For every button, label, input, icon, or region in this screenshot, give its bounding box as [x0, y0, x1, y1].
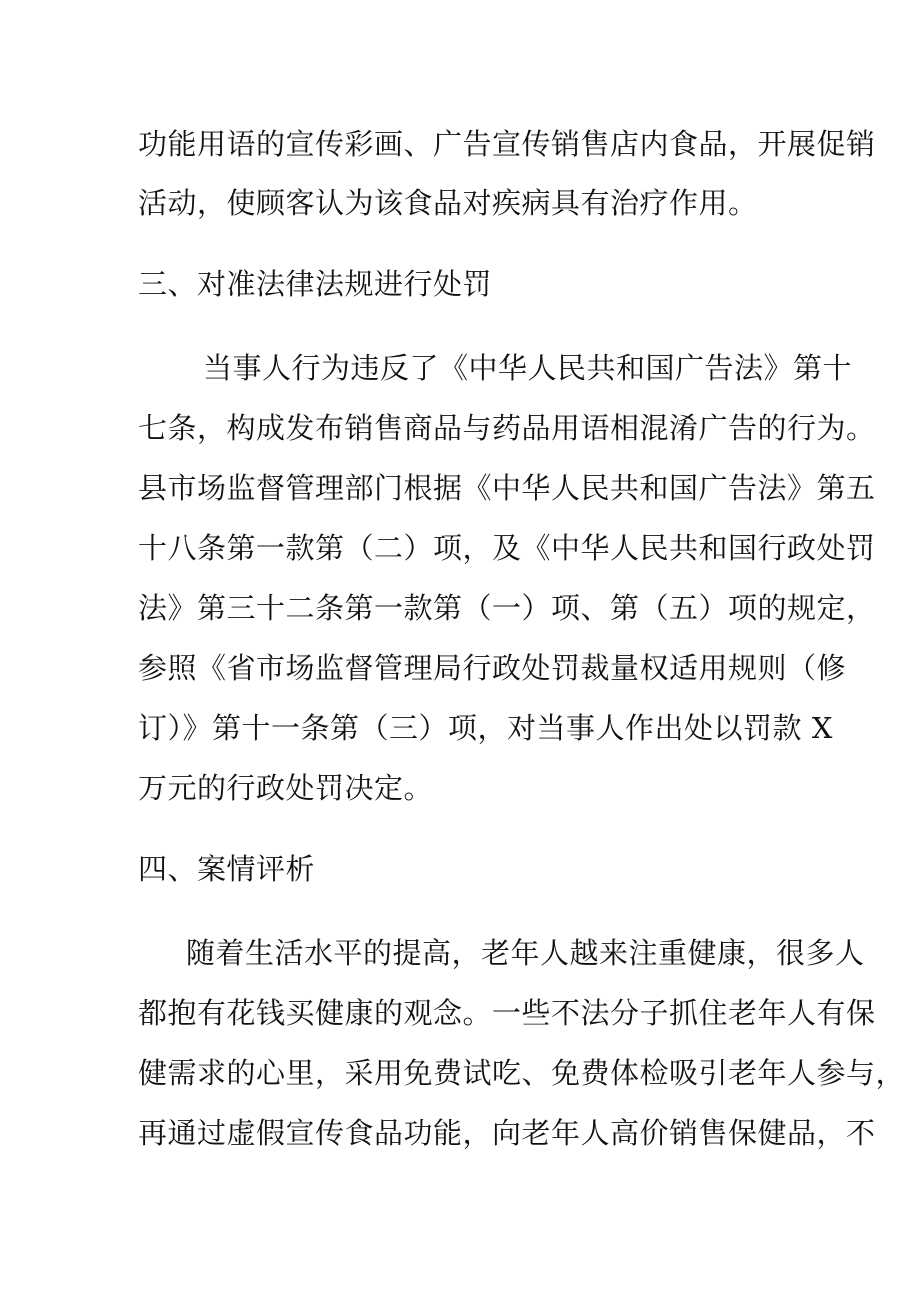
body-text-line: 万元的行政处罚决定。 — [138, 771, 434, 805]
body-text-line: 都抱有花钱买健康的观念。一些不法分子抓住老年人有保 — [138, 996, 876, 1030]
body-text-line: 法》第三十二条第一款第（一）项、第（五）项的规定， — [138, 591, 876, 625]
body-text-line: 订）》第十一条第（三）项，对当事人作出处以罚款 X — [138, 711, 833, 745]
body-text-line: 十八条第一款第（二）项，及《中华人民共和国行政处罚 — [138, 531, 876, 565]
section-heading: 三、对准法律法规进行处罚 — [138, 267, 493, 301]
body-text-line: 随着生活水平的提高，老年人越来注重健康，很多人 — [186, 936, 865, 970]
body-text-line: 再通过虚假宣传食品功能，向老年人高价销售保健品，不 — [138, 1116, 876, 1150]
body-text-line: 县市场监督管理部门根据《中华人民共和国广告法》第五 — [138, 471, 876, 505]
body-text-line: 七条，构成发布销售商品与药品用语相混淆广告的行为。 — [138, 411, 876, 445]
body-text-line: 功能用语的宣传彩画、广告宣传销售店内食品，开展促销 — [138, 127, 876, 161]
body-text-line: 活动，使顾客认为该食品对疾病具有治疗作用。 — [138, 186, 758, 220]
body-text-line: 当事人行为违反了《中华人民共和国广告法》第十 — [203, 351, 853, 385]
section-heading: 四、案情评析 — [138, 852, 316, 886]
body-text-line: 参照《省市场监督管理局行政处罚裁量权适用规则（修 — [138, 651, 847, 685]
body-text-line: 健需求的心里，采用免费试吃、免费体检吸引老年人参与， — [138, 1056, 906, 1090]
